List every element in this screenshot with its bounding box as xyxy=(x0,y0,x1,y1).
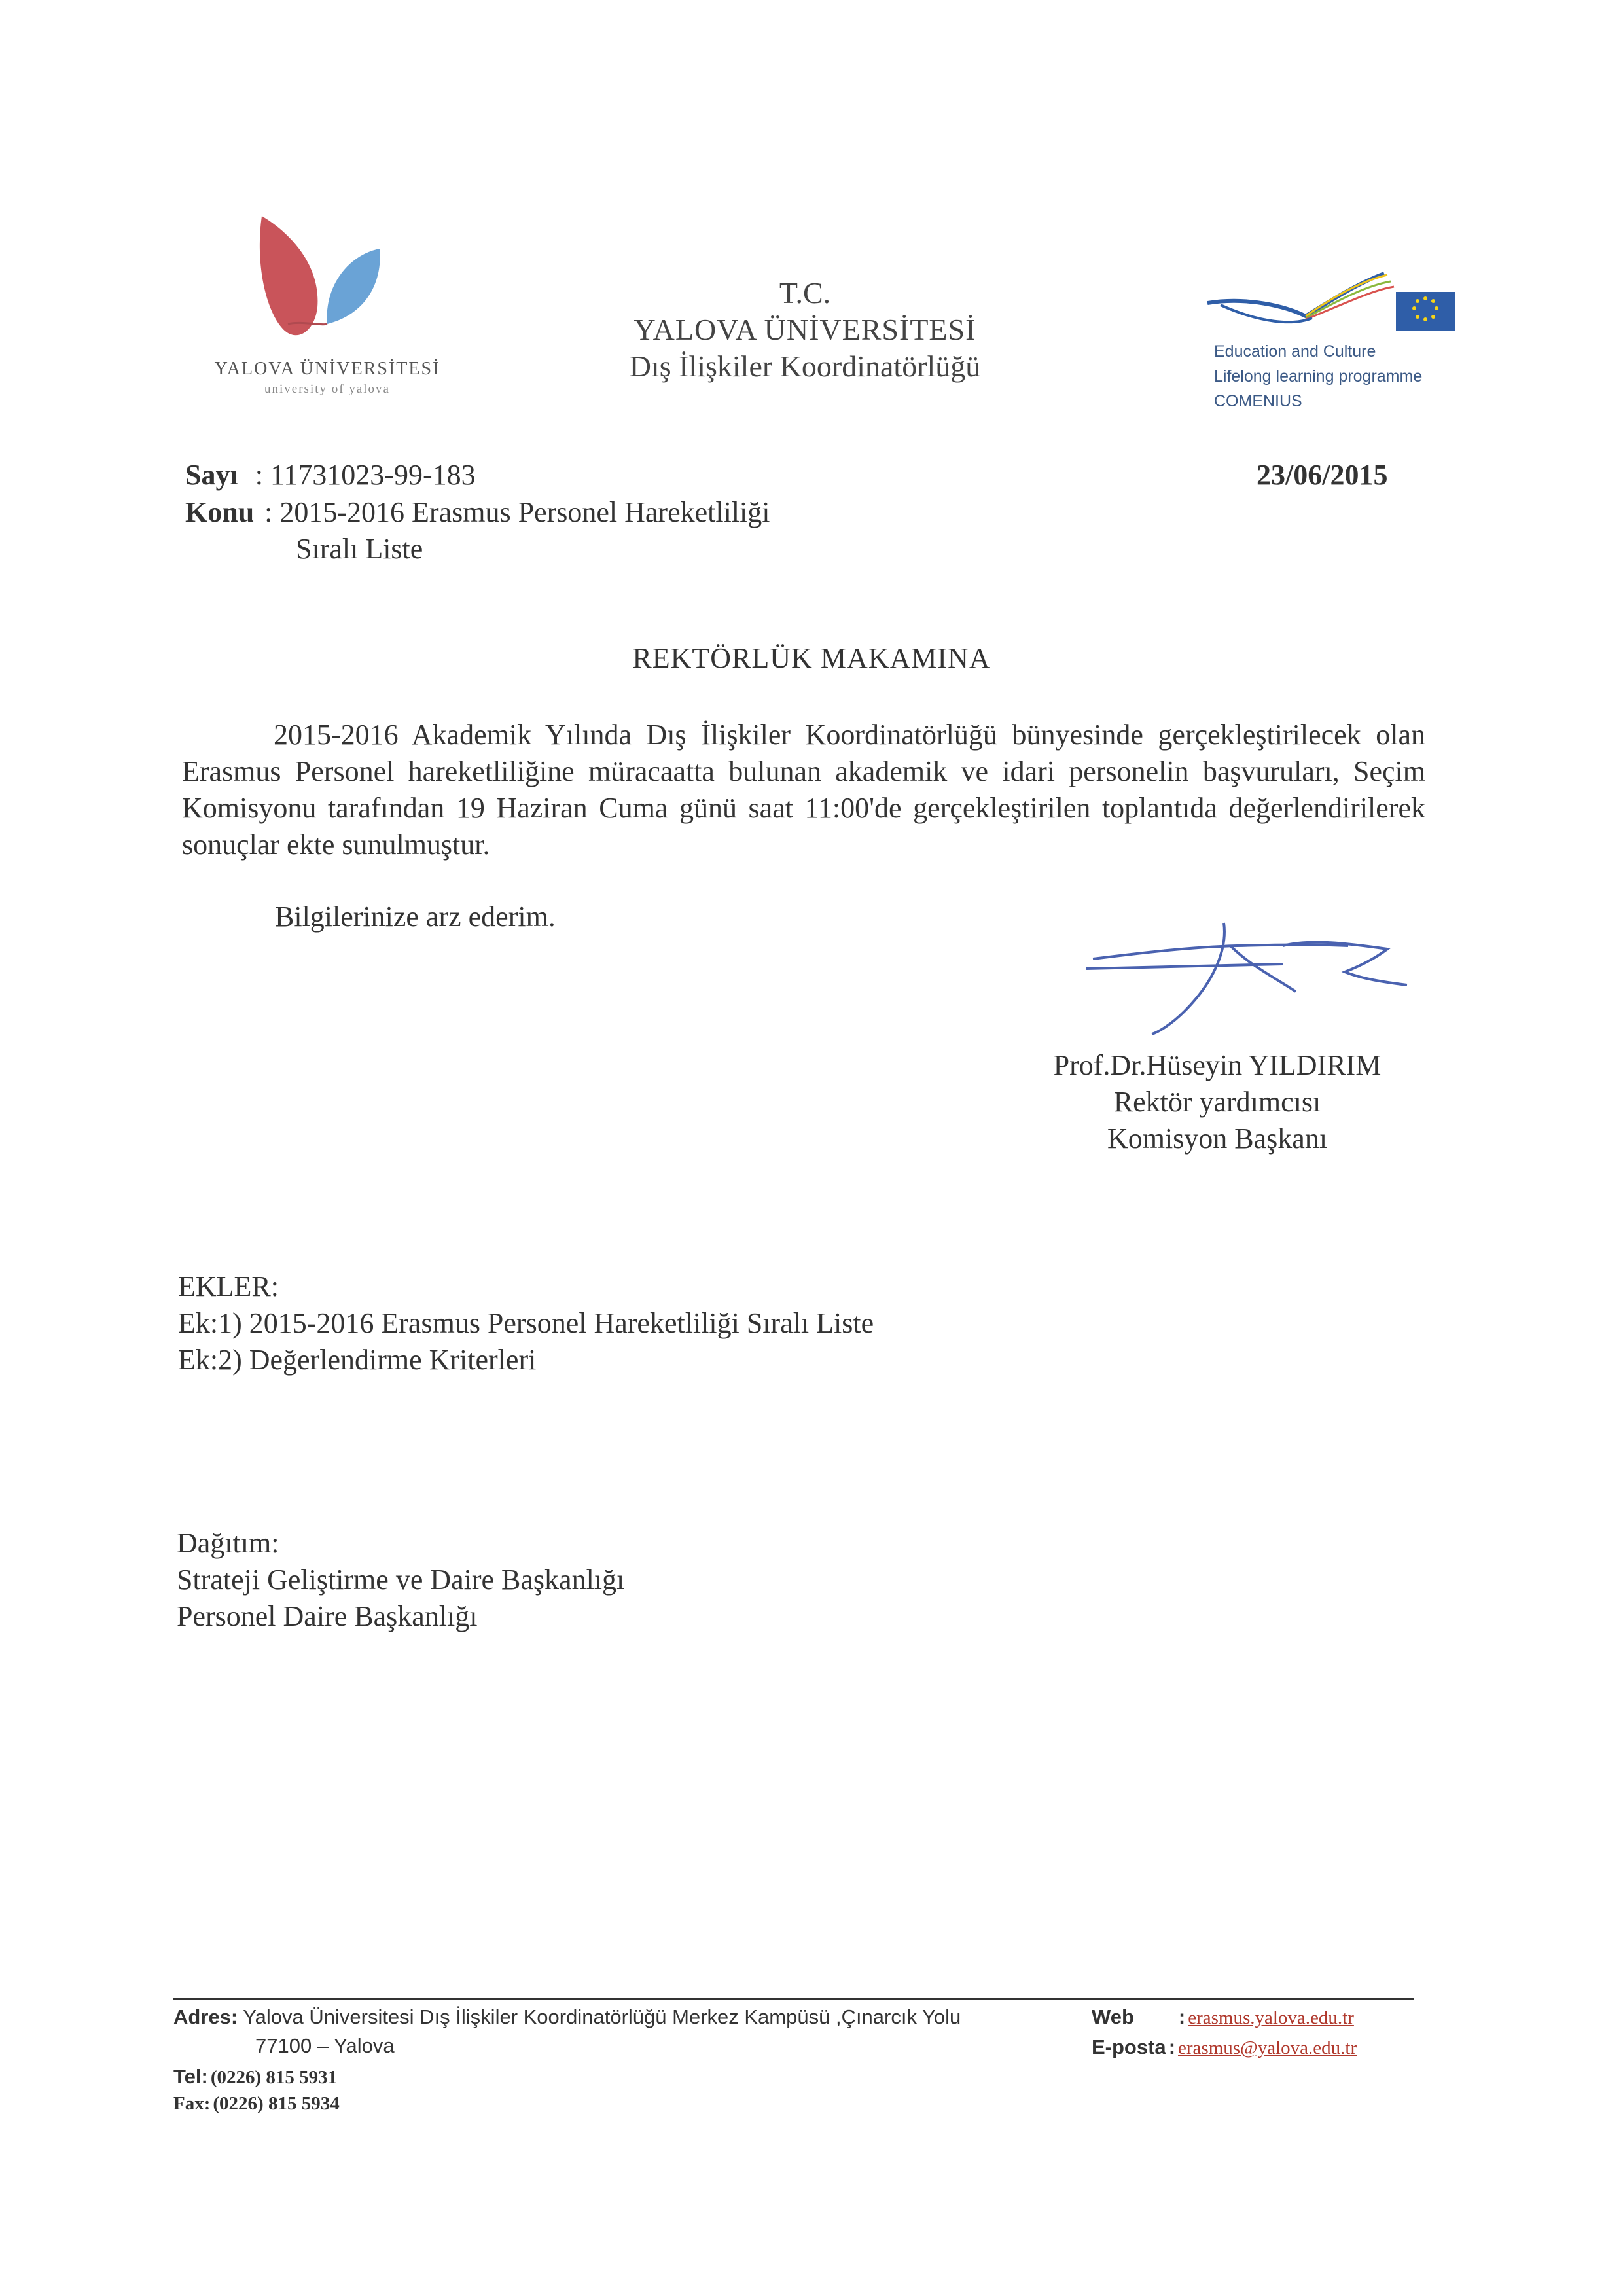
ll-line-3: COMENIUS xyxy=(1214,392,1302,410)
signatory-title: Rektör yardımcısı xyxy=(1113,1086,1321,1118)
header-university: YALOVA ÜNİVERSİTESİ xyxy=(633,313,976,346)
sayi-value: : 11731023-99-183 xyxy=(255,459,476,491)
lifelong-learning-text xyxy=(1214,339,1422,414)
ll-line-1: Education and Culture xyxy=(1214,342,1376,361)
footer-address xyxy=(173,2005,961,2029)
tel-value: (0226) 815 5931 xyxy=(210,2067,338,2088)
footer-fax xyxy=(173,2093,340,2115)
footer-postal: 77100 – Yalova xyxy=(255,2034,395,2057)
address-label: Adres: xyxy=(173,2005,238,2028)
signatory-role: Komisyon Başkanı xyxy=(1107,1122,1328,1155)
distribution-item: Strateji Geliştirme ve Daire Başkanlığı xyxy=(177,1564,625,1596)
body-text: 2015-2016 Akademik Yılında Dış İlişkiler Koordinatörlüğü bünyesinde gerçekleştirilecek olan Erasmus Personel hareketliliğine müracaatta bulunan akademik ve idari personelin başvuruları, Seçim Komisyonu tarafından 19 Haziran Cuma günü saat 11:00'de gerçekleştirilen toplantıda değerlendirilerek sonuçlar ekte sunulmuştur. xyxy=(182,719,1425,861)
signatory-name: Prof.Dr.Hüseyin YILDIRIM xyxy=(1053,1049,1382,1081)
email-label: E-posta xyxy=(1092,2036,1166,2058)
footer-divider xyxy=(173,1998,1414,2000)
attachment-item: Ek:1) 2015-2016 Erasmus Personel Hareketliliği Sıralı Liste xyxy=(178,1307,874,1339)
attachments-section xyxy=(178,1268,874,1378)
body-paragraph xyxy=(182,717,1425,863)
footer-tel xyxy=(173,2065,337,2089)
web-separator: : xyxy=(1178,2005,1186,2028)
distribution-heading: Dağıtım: xyxy=(177,1527,279,1559)
logo-university-subtitle: university of yalova xyxy=(264,382,390,396)
email-separator: : xyxy=(1168,2036,1176,2058)
email-link[interactable]: erasmus@yalova.edu.tr xyxy=(1178,2037,1357,2058)
recipient-heading: REKTÖRLÜK MAKAMINA xyxy=(632,642,991,674)
web-link[interactable]: erasmus.yalova.edu.tr xyxy=(1188,2007,1354,2028)
attachment-item: Ek:2) Değerlendirme Kriterleri xyxy=(178,1344,537,1376)
ll-line-2: Lifelong learning programme xyxy=(1214,367,1423,386)
yalova-university-logo xyxy=(249,209,399,347)
header-department: Dış İlişkiler Koordinatörlüğü xyxy=(629,350,981,383)
konu-value: : 2015-2016 Erasmus Personel Hareketliliği xyxy=(264,496,770,528)
letterhead-title xyxy=(550,275,1060,385)
footer-web xyxy=(1092,2005,1354,2029)
address-value: Yalova Üniversitesi Dış İlişkiler Koordinatörlüğü Merkez Kampüsü ,Çınarcık Yolu xyxy=(243,2005,961,2028)
attachments-heading: EKLER: xyxy=(178,1270,279,1302)
konu-label: Konu xyxy=(185,496,255,528)
handwritten-signature xyxy=(1086,920,1414,1037)
fax-value: (0226) 815 5934 xyxy=(213,2093,340,2114)
web-label: Web xyxy=(1092,2005,1134,2028)
header-tc: T.C. xyxy=(779,276,831,310)
document-date: 23/06/2015 xyxy=(1257,459,1388,491)
logo-university-name: YALOVA ÜNİVERSİTESİ xyxy=(214,359,440,379)
closing-line: Bilgilerinize arz ederim. xyxy=(275,901,556,933)
sayi-label: Sayı xyxy=(185,459,238,491)
fax-label: Fax: xyxy=(173,2093,211,2114)
distribution-item: Personel Daire Başkanlığı xyxy=(177,1600,478,1632)
tel-label: Tel: xyxy=(173,2065,208,2088)
subject-row xyxy=(185,495,770,529)
lifelong-learning-logo xyxy=(1207,267,1456,339)
reference-number-row xyxy=(185,458,476,492)
signature-block xyxy=(1008,1047,1427,1157)
distribution-section xyxy=(177,1525,624,1635)
footer-email xyxy=(1092,2036,1357,2059)
konu-value-line2: Sıralı Liste xyxy=(296,533,423,565)
